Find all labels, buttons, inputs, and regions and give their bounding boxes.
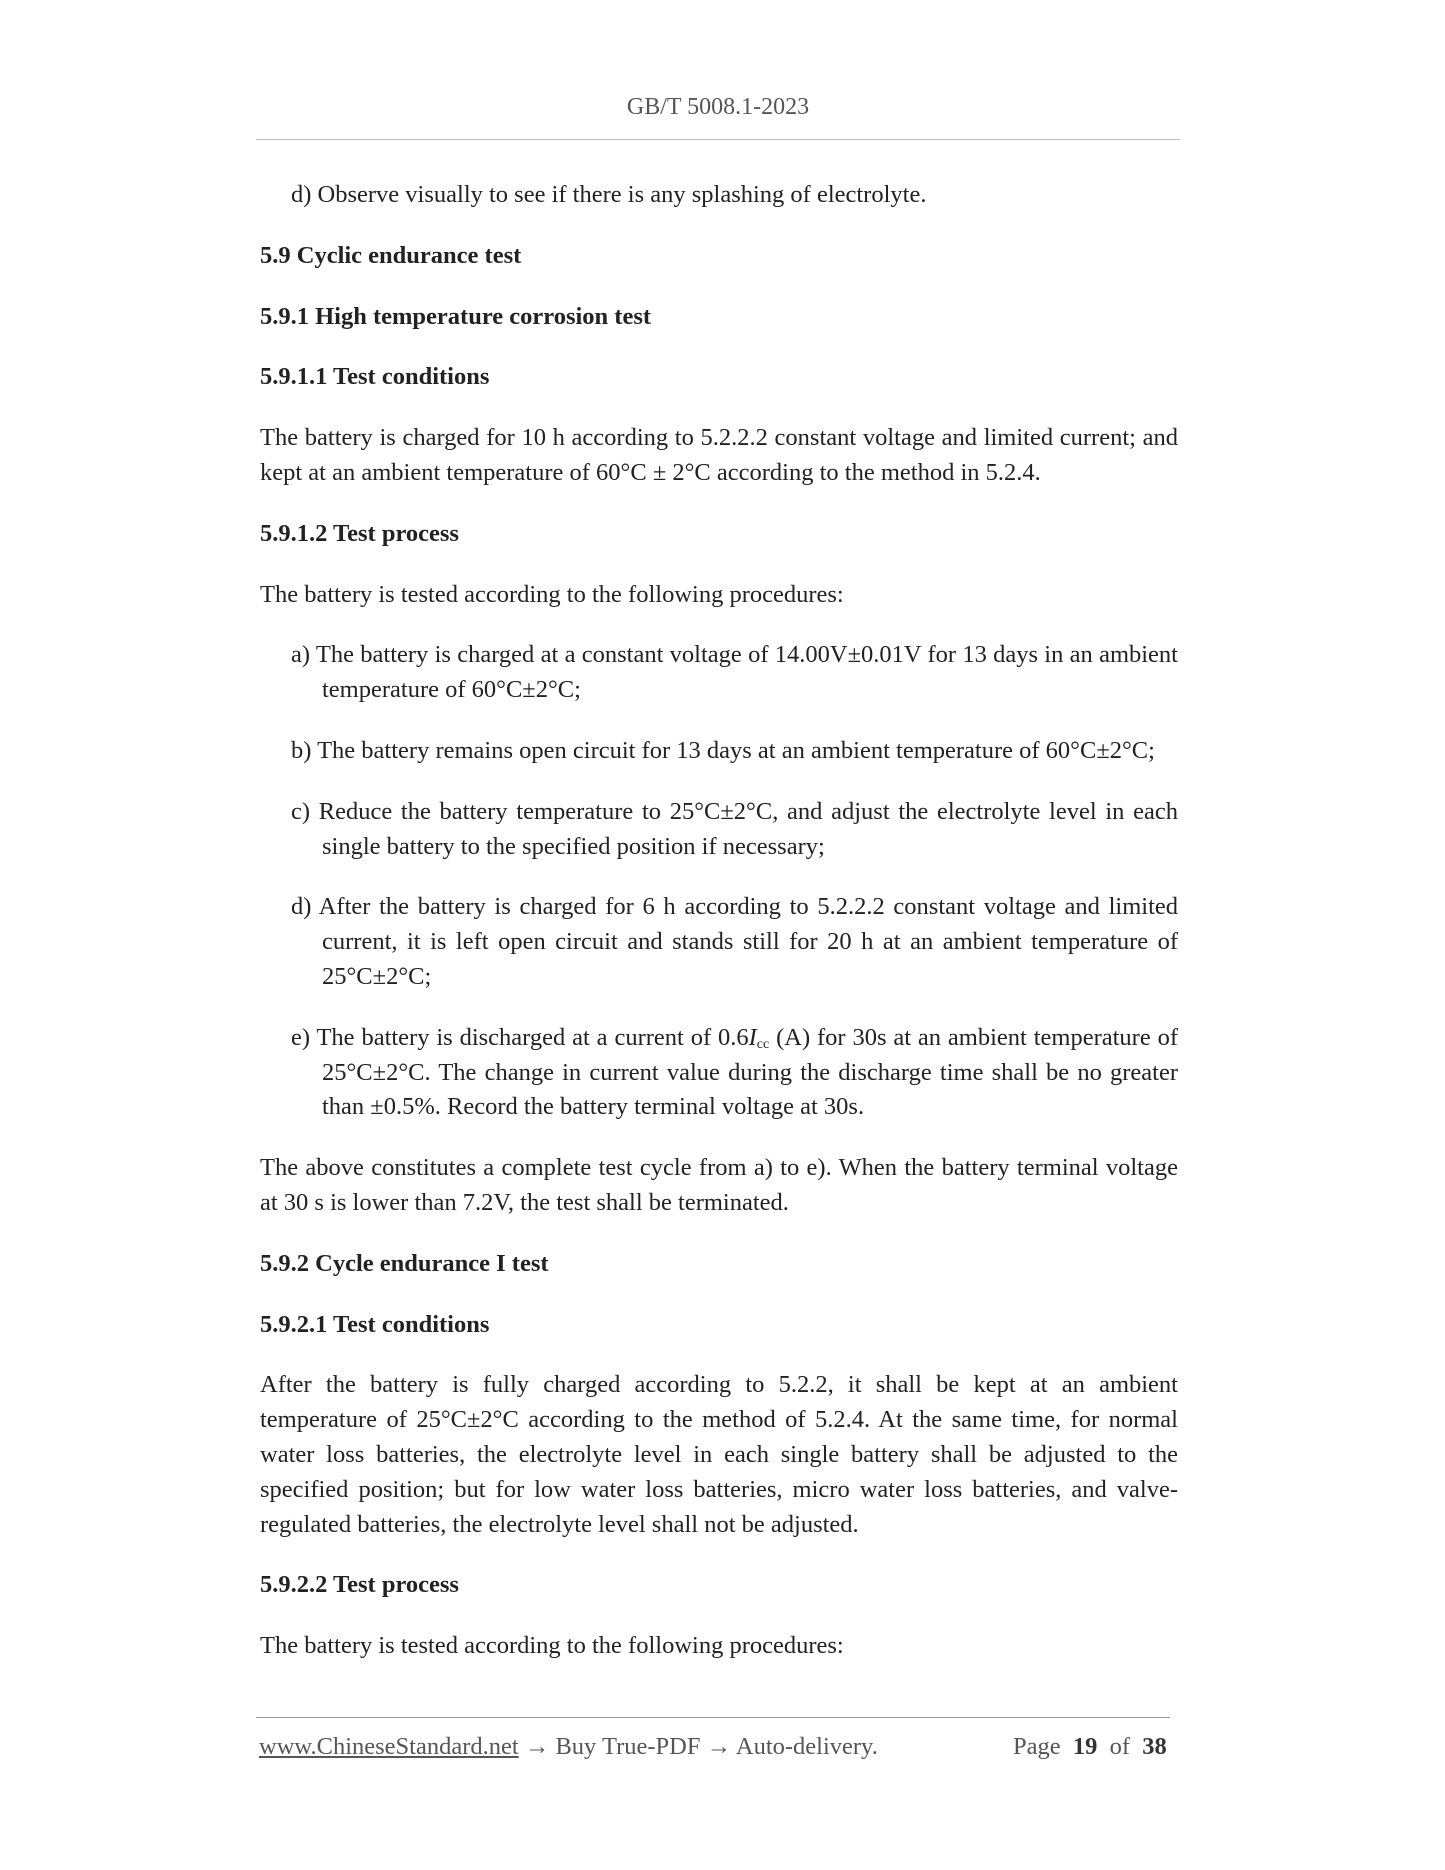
list-item-e-text-end: (A) for 30s at an ambient temperature of 25°C±2°C. The change in current value during the discharge time shall be no greater than ±0.5%. Record the battery terminal voltage at 30s. bbox=[322, 1023, 1178, 1121]
auto-delivery-text: Auto-delivery. bbox=[735, 1733, 878, 1760]
list-item-e bbox=[260, 1021, 1178, 1125]
heading-5-9-2-1: 5.9.2.1 Test conditions bbox=[260, 1310, 490, 1338]
footer-promo bbox=[259, 1733, 878, 1761]
list-item-b: b) The battery remains open circuit for 13 days at an ambient temperature of 60°C±2°C; bbox=[291, 736, 1155, 764]
page-indicator bbox=[1013, 1733, 1167, 1761]
header-divider bbox=[256, 139, 1180, 140]
list-item-d: d) After the battery is charged for 6 h according to 5.2.2.2 constant voltage and limited current, it is left open circuit and stands still for 20 h at an ambient temperature of 25°C±2°C; bbox=[291, 893, 1178, 990]
list-item-e-text-start: e) The battery is discharged at a current of 0.6 bbox=[291, 1023, 749, 1051]
arrow-right-icon: → bbox=[706, 1733, 732, 1760]
page-current: 19 bbox=[1072, 1733, 1098, 1760]
paragraph-test-conditions-2: After the battery is fully charged according to 5.2.2, it shall be kept at an ambient temperature of 25°C±2°C according to the method of 5.2.4. At the same time, for normal water loss batteries, the electrolyte level in each single battery shall be adjusted to the specified position; but for low water loss batteries, micro water loss batteries, and valve-regulated batteries, the electrolyte level shall not be adjusted. bbox=[260, 1371, 1178, 1538]
heading-5-9-1: 5.9.1 High temperature corrosion test bbox=[260, 302, 652, 330]
page-of-label: of bbox=[1109, 1733, 1131, 1760]
heading-5-9-2: 5.9.2 Cycle endurance I test bbox=[260, 1249, 549, 1277]
website-link[interactable]: www.ChineseStandard.net bbox=[259, 1733, 519, 1760]
arrow-right-icon: → bbox=[524, 1733, 550, 1760]
heading-5-9-2-2: 5.9.2.2 Test process bbox=[260, 1571, 459, 1599]
current-symbol: I bbox=[748, 1023, 757, 1051]
paragraph-splash-check: d) Observe visually to see if there is any splashing of electrolyte. bbox=[291, 181, 927, 208]
page-total: 38 bbox=[1142, 1733, 1167, 1760]
heading-5-9: 5.9 Cyclic endurance test bbox=[260, 241, 522, 269]
document-body bbox=[260, 178, 1178, 1690]
footer-divider bbox=[256, 1717, 1170, 1718]
list-item-a: a) The battery is charged at a constant voltage of 14.00V±0.01V for 13 days in an ambient temperature of 60°C±2°C; bbox=[291, 641, 1178, 704]
document-header: GB/T 5008.1-2023 bbox=[626, 94, 810, 120]
buy-pdf-text: Buy True-PDF bbox=[555, 1733, 701, 1760]
paragraph-procedure-intro-2: The battery is tested according to the following procedures: bbox=[260, 1632, 844, 1660]
heading-5-9-1-2: 5.9.1.2 Test process bbox=[260, 519, 459, 547]
paragraph-test-cycle: The above constitutes a complete test cycle from a) to e). When the battery terminal voltage at 30 s is lower than 7.2V, the test shall be terminated. bbox=[260, 1154, 1178, 1216]
paragraph-test-conditions-1: The battery is charged for 10 h according to 5.2.2.2 constant voltage and limited current; and kept at an ambient temperature of 60°C ± 2°C according to the method in 5.2.4. bbox=[260, 424, 1178, 486]
current-subscript: cc bbox=[756, 1036, 770, 1052]
list-item-c: c) Reduce the battery temperature to 25°C±2°C, and adjust the electrolyte level in each single battery to the specified position if necessary; bbox=[291, 797, 1178, 860]
heading-5-9-1-1: 5.9.1.1 Test conditions bbox=[260, 363, 490, 391]
page-label: Page bbox=[1013, 1733, 1061, 1760]
paragraph-procedure-intro-1: The battery is tested according to the following procedures: bbox=[260, 580, 844, 608]
